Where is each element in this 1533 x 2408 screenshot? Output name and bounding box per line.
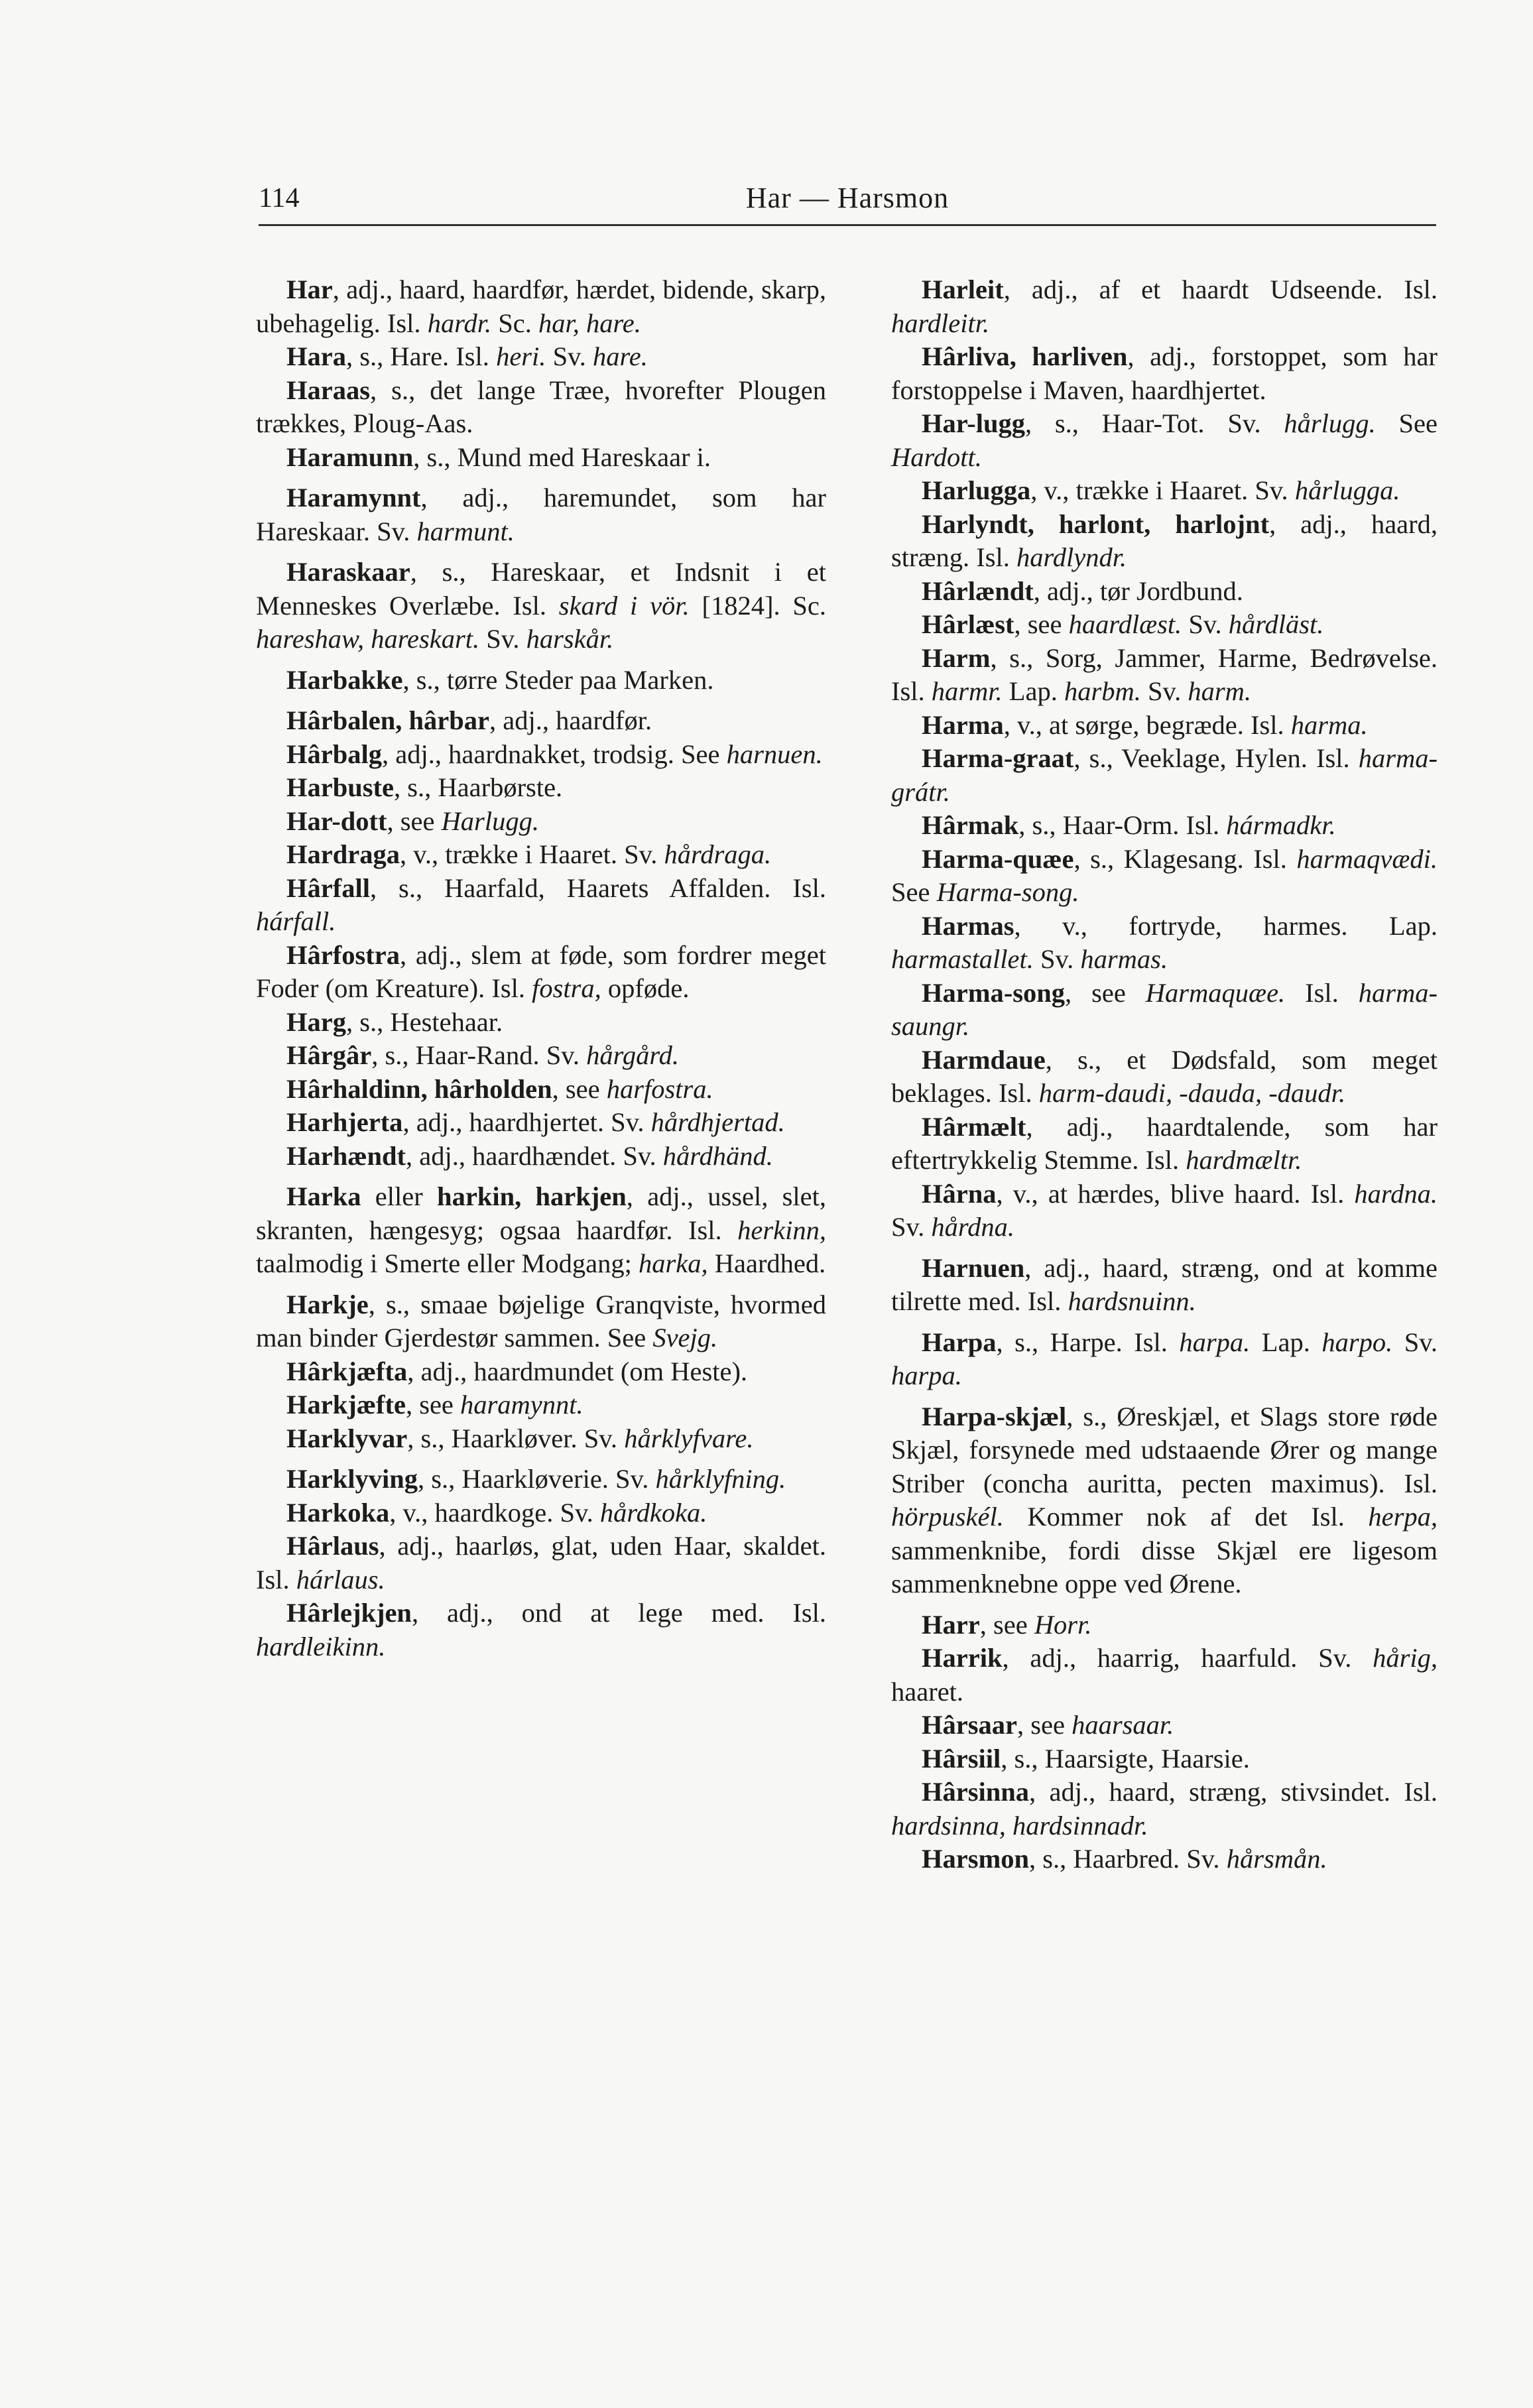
entry-headword: Harkje — [286, 1289, 369, 1319]
dictionary-entry — [891, 1400, 1438, 1601]
entry-definition: , v., trække i Haaret. Sv. hårlugga. — [1030, 475, 1400, 505]
entry-headword: Haramynnt — [286, 483, 421, 512]
dictionary-entry — [256, 1355, 826, 1389]
dictionary-entry — [256, 481, 826, 548]
entry-definition: , s., Haar-Tot. Sv. hårlugg. See Hardott. — [891, 408, 1438, 472]
entry-definition: , s., Haarbørste. — [394, 772, 563, 802]
entry-definition: , s., Haarbred. Sv. hårsmån. — [1029, 1844, 1327, 1874]
entry-headword: Harlugga — [922, 475, 1031, 505]
entry-definition: , s., tørre Steder paa Marken. — [402, 664, 714, 695]
entry-headword: Harm — [922, 642, 991, 673]
entry-definition: , adj., haardfør. — [489, 705, 652, 735]
dictionary-entry — [256, 1288, 826, 1355]
entry-definition: , adj., slem at føde, som fordrer meget Foder (om Kreature). Isl. fostra, opføde. — [256, 939, 826, 1003]
entry-definition: , see harfostra. — [552, 1073, 713, 1104]
dictionary-entry — [256, 771, 826, 805]
dictionary-entry — [256, 1106, 826, 1140]
dictionary-entry — [256, 872, 826, 939]
entry-headword: Hârlejkjen — [286, 1598, 412, 1628]
dictionary-entry — [256, 1140, 826, 1174]
entry-headword: Harbuste — [286, 772, 394, 802]
dictionary-entry — [256, 340, 826, 374]
entry-definition: , s., Haar-Rand. Sv. hårgård. — [371, 1040, 680, 1070]
entry-headword: Harklyvar — [286, 1423, 408, 1453]
entry-definition: , adj., haard, stræng. Isl. hardlyndr. — [891, 509, 1438, 572]
entry-definition: , s., Haarkløverie. Sv. hårklyfning. — [418, 1464, 786, 1494]
entry-headword: Harmas — [922, 910, 1014, 941]
entry-definition: , s., Harpe. Isl. harpa. Lap. harpo. Sv. harpa. — [891, 1327, 1438, 1390]
entry-definition: , adj., haard, stræng, stivsindet. Isl. hardsinna, hardsinnadr. — [891, 1777, 1438, 1840]
entry-definition: , adj., af et haardt Udseende. Isl. hardleitr. — [891, 274, 1438, 338]
entry-definition: , adj., haardtalende, som har eftertrykkelig Stemme. Isl. hardmæltr. — [891, 1111, 1438, 1175]
dictionary-entry — [256, 1463, 826, 1496]
entry-definition: , adj., haard, haardfør, hærdet, bidende, skarp, ubehagelig. Isl. hardr. Sc. har, hare. — [256, 274, 826, 338]
entry-headword: Hardraga — [286, 839, 400, 869]
entry-definition: , v., fortryde, harmes. Lap. harmastallet. Sv. harmas. — [891, 910, 1438, 974]
dictionary-entry — [256, 556, 826, 656]
dictionary-entry — [256, 374, 826, 441]
dictionary-entry — [891, 910, 1438, 977]
dictionary-entry — [891, 608, 1438, 642]
dictionary-entry — [891, 273, 1438, 340]
entry-definition: , s., Haarsigte, Haarsie. — [1001, 1743, 1250, 1774]
entry-definition: , adj., haardhjertet. Sv. hårdhjertad. — [402, 1107, 785, 1137]
entry-definition: , see Harlugg. — [387, 806, 539, 836]
entry-definition: , v., at sørge, begræde. Isl. harma. — [1003, 709, 1368, 740]
entry-headword: Hârhaldinn, hârholden — [286, 1073, 552, 1104]
dictionary-entry — [891, 407, 1438, 474]
entry-definition: , s., Haar-Orm. Isl. hármadkr. — [1018, 810, 1336, 840]
entry-definition: , s., Mund med Hareskaar i. — [413, 442, 711, 472]
entry-headword: Harpa-skjæl — [922, 1401, 1067, 1431]
entry-definition: , s., et Dødsfald, som meget beklages. Isl. harm-daudi, -dauda, -daudr. — [891, 1044, 1438, 1108]
entry-headword: Harhjerta — [286, 1107, 403, 1137]
dictionary-entry — [256, 1596, 826, 1663]
entry-definition: eller harkin, harkjen, adj., ussel, slet, skranten, hængesyg; ogsaa haardfør. Isl. herkinn, taalmodig i Smerte eller Modgang; harka, Haardhed. — [256, 1181, 826, 1278]
dictionary-entry — [891, 575, 1438, 609]
entry-definition: , adj., forstoppet, som har forstoppelse i Maven, haardhjertet. — [891, 341, 1438, 405]
dictionary-entry — [256, 704, 826, 738]
entry-headword: Hârfostra — [286, 939, 400, 970]
entry-definition: , s., Sorg, Jammer, Harme, Bedrøvelse. Isl. harmr. Lap. harbm. Sv. harm. — [891, 642, 1438, 706]
entry-definition: , v., trække i Haaret. Sv. hårdraga. — [399, 839, 772, 869]
dictionary-entry — [891, 742, 1438, 809]
dictionary-entry — [891, 709, 1438, 743]
dictionary-entry — [891, 1842, 1438, 1876]
dictionary-entry — [256, 1422, 826, 1456]
entry-headword: Har-dott — [286, 806, 387, 836]
entry-definition: , adj., haarløs, glat, uden Haar, skaldet. Isl. hárlaus. — [256, 1531, 826, 1595]
entry-headword: Harmdaue — [922, 1044, 1046, 1075]
entry-headword: Harnuen — [922, 1252, 1025, 1283]
entry-headword: Hârbalen, hârbar — [286, 705, 490, 735]
dictionary-entry — [891, 1776, 1438, 1842]
entry-definition: , adj., haardnakket, trodsig. See harnuen. — [382, 739, 823, 769]
dictionary-entry — [891, 809, 1438, 843]
entry-definition: , s., Hestehaar. — [345, 1006, 503, 1037]
entry-headword: Harpa — [922, 1327, 997, 1357]
entry-definition: , see Horr. — [979, 1609, 1092, 1640]
entry-definition: , adj., haardhændet. Sv. hårdhänd. — [406, 1140, 773, 1171]
dictionary-entry — [891, 1177, 1438, 1244]
entry-definition: , adj., haardmundet (om Heste). — [407, 1356, 748, 1386]
entry-headword: Hârfall — [286, 873, 370, 903]
entry-headword: Harma-graat — [922, 743, 1074, 773]
right-column — [891, 273, 1438, 1876]
entry-definition: , s., smaae bøjelige Granqviste, hvormed man binder Gjerdestør sammen. See Svejg. — [256, 1289, 826, 1353]
entry-headword: Harma-quæe — [922, 843, 1074, 874]
entry-headword: Hârlændt — [922, 575, 1034, 606]
dictionary-entry — [891, 474, 1438, 508]
dictionary-entry — [891, 1642, 1438, 1709]
entry-headword: Har-lugg — [922, 408, 1025, 438]
entry-definition: , s., det lange Træe, hvorefter Plougen trækkes, Ploug-Aas. — [256, 375, 826, 438]
entry-definition: , adj., ond at lege med. Isl. hardleikinn. — [256, 1598, 826, 1661]
entry-definition: , s., Hareskaar, et Indsnit i et Menneskes Overlæbe. Isl. skard i vör. [1824]. Sc. hareshaw, hareskart. Sv. harskår. — [256, 557, 826, 654]
dictionary-entry — [891, 1742, 1438, 1776]
dictionary-entry — [891, 1111, 1438, 1177]
entry-headword: Harbakke — [286, 664, 403, 695]
entry-headword: Har — [286, 274, 333, 304]
dictionary-entry — [891, 977, 1438, 1044]
entry-definition: , s., Klagesang. Isl. harmaqvædi. See Harma-song. — [891, 843, 1438, 907]
entry-definition: , s., Haarfald, Haarets Affalden. Isl. hárfall. — [256, 873, 826, 936]
entry-headword: Harr — [922, 1609, 980, 1640]
entry-headword: Hârgâr — [286, 1040, 372, 1070]
dictionary-entry — [256, 441, 826, 475]
entry-headword: Haramunn — [286, 442, 414, 472]
entry-definition: , adj., haard, stræng, ond at komme tilrette med. Isl. hardsnuinn. — [891, 1252, 1438, 1316]
entry-headword: Harka — [286, 1181, 361, 1211]
dictionary-entry — [891, 843, 1438, 910]
entry-definition: , s., Veeklage, Hylen. Isl. harma-grátr. — [891, 743, 1438, 807]
entry-headword: Harma-song — [922, 977, 1065, 1008]
entry-definition: , adj., haarrig, haarfuld. Sv. hårig, haaret. — [891, 1643, 1438, 1707]
entry-definition: , see haarsaar. — [1016, 1710, 1174, 1740]
entry-headword: Harleit — [922, 274, 1004, 304]
dictionary-entry — [256, 738, 826, 772]
entry-headword: Hârmælt — [922, 1111, 1026, 1142]
entry-headword: Hârsinna — [922, 1777, 1030, 1807]
entry-definition: , adj., tør Jordbund. — [1033, 575, 1243, 606]
header-rule — [259, 224, 1436, 226]
dictionary-entry — [256, 1180, 826, 1281]
dictionary-entry — [891, 1608, 1438, 1642]
entry-headword: Haraskaar — [286, 557, 410, 587]
entry-headword: Hârmak — [922, 810, 1019, 840]
entry-headword: Harkjæfte — [286, 1390, 406, 1419]
dictionary-entry — [256, 838, 826, 872]
entry-headword: Hârsaar — [922, 1710, 1017, 1740]
dictionary-entry — [256, 1006, 826, 1040]
dictionary-entry — [256, 273, 826, 340]
running-head: Har — Harsmon — [745, 182, 950, 214]
entry-definition: , v., haardkoge. Sv. hårdkoka. — [389, 1497, 707, 1528]
dictionary-entry — [256, 1530, 826, 1596]
entry-headword: Hârlæst — [922, 609, 1014, 639]
entry-definition: , v., at hærdes, blive haard. Isl. hardna. Sv. hårdna. — [891, 1178, 1438, 1242]
entry-headword: Harsmon — [922, 1844, 1029, 1874]
left-column — [256, 273, 826, 1663]
dictionary-entry — [256, 939, 826, 1006]
dictionary-entry — [256, 1388, 826, 1422]
entry-headword: Hârbalg — [286, 739, 383, 769]
dictionary-entry — [256, 1039, 826, 1073]
entry-headword: Hârkjæfta — [286, 1356, 408, 1386]
entry-headword: Harkoka — [286, 1497, 390, 1528]
entry-headword: Harg — [286, 1006, 346, 1037]
entry-headword: Hara — [286, 341, 346, 371]
dictionary-entry — [256, 664, 826, 697]
entry-definition: , see haramynnt. — [405, 1390, 583, 1419]
entry-headword: Hârsiil — [922, 1743, 1001, 1774]
entry-definition: , s., Øreskjæl, et Slags store røde Skjæl, forsynede med udstaaende Ører og mange Striber (concha auritta, pecten maximus). Isl. hörpuskél. Kommer nok af det Isl. herpa, sammenknibe, fordi disse Skjæl ere ligesom sammenknebne oppe ved Ørene. — [891, 1401, 1438, 1598]
entry-headword: Hârna — [922, 1178, 997, 1209]
dictionary-entry — [891, 340, 1438, 407]
entry-definition: , s., Haarkløver. Sv. hårklyfvare. — [407, 1423, 754, 1453]
dictionary-entry — [256, 1073, 826, 1107]
dictionary-entry — [891, 1326, 1438, 1393]
entry-definition: , s., Hare. Isl. heri. Sv. hare. — [345, 341, 648, 371]
entry-headword: Harhændt — [286, 1140, 406, 1171]
entry-definition: , see haardlæst. Sv. hårdläst. — [1014, 609, 1324, 639]
entry-headword: Haraas — [286, 375, 370, 405]
page-header — [259, 178, 1436, 219]
entry-headword: Hârlaus — [286, 1531, 379, 1561]
dictionary-entry — [256, 805, 826, 839]
page-number: 114 — [259, 183, 300, 213]
entry-headword: Harklyving — [286, 1464, 418, 1494]
dictionary-entry — [256, 1496, 826, 1530]
dictionary-entry — [891, 1252, 1438, 1319]
dictionary-entry — [891, 1044, 1438, 1111]
entry-headword: Harma — [922, 709, 1004, 740]
dictionary-entry — [891, 642, 1438, 709]
entry-definition: , adj., haremundet, som har Hareskaar. Sv. harmunt. — [256, 483, 826, 546]
entry-definition: , see Harmaquæe. Isl. harma-saungr. — [891, 977, 1438, 1041]
entry-headword: Harlyndt, harlont, harlojnt — [922, 509, 1270, 539]
dictionary-entry — [891, 1709, 1438, 1742]
dictionary-entry — [891, 508, 1438, 575]
entry-headword: Harrik — [922, 1643, 1003, 1673]
entry-headword: Hârliva, harliven — [922, 341, 1128, 371]
